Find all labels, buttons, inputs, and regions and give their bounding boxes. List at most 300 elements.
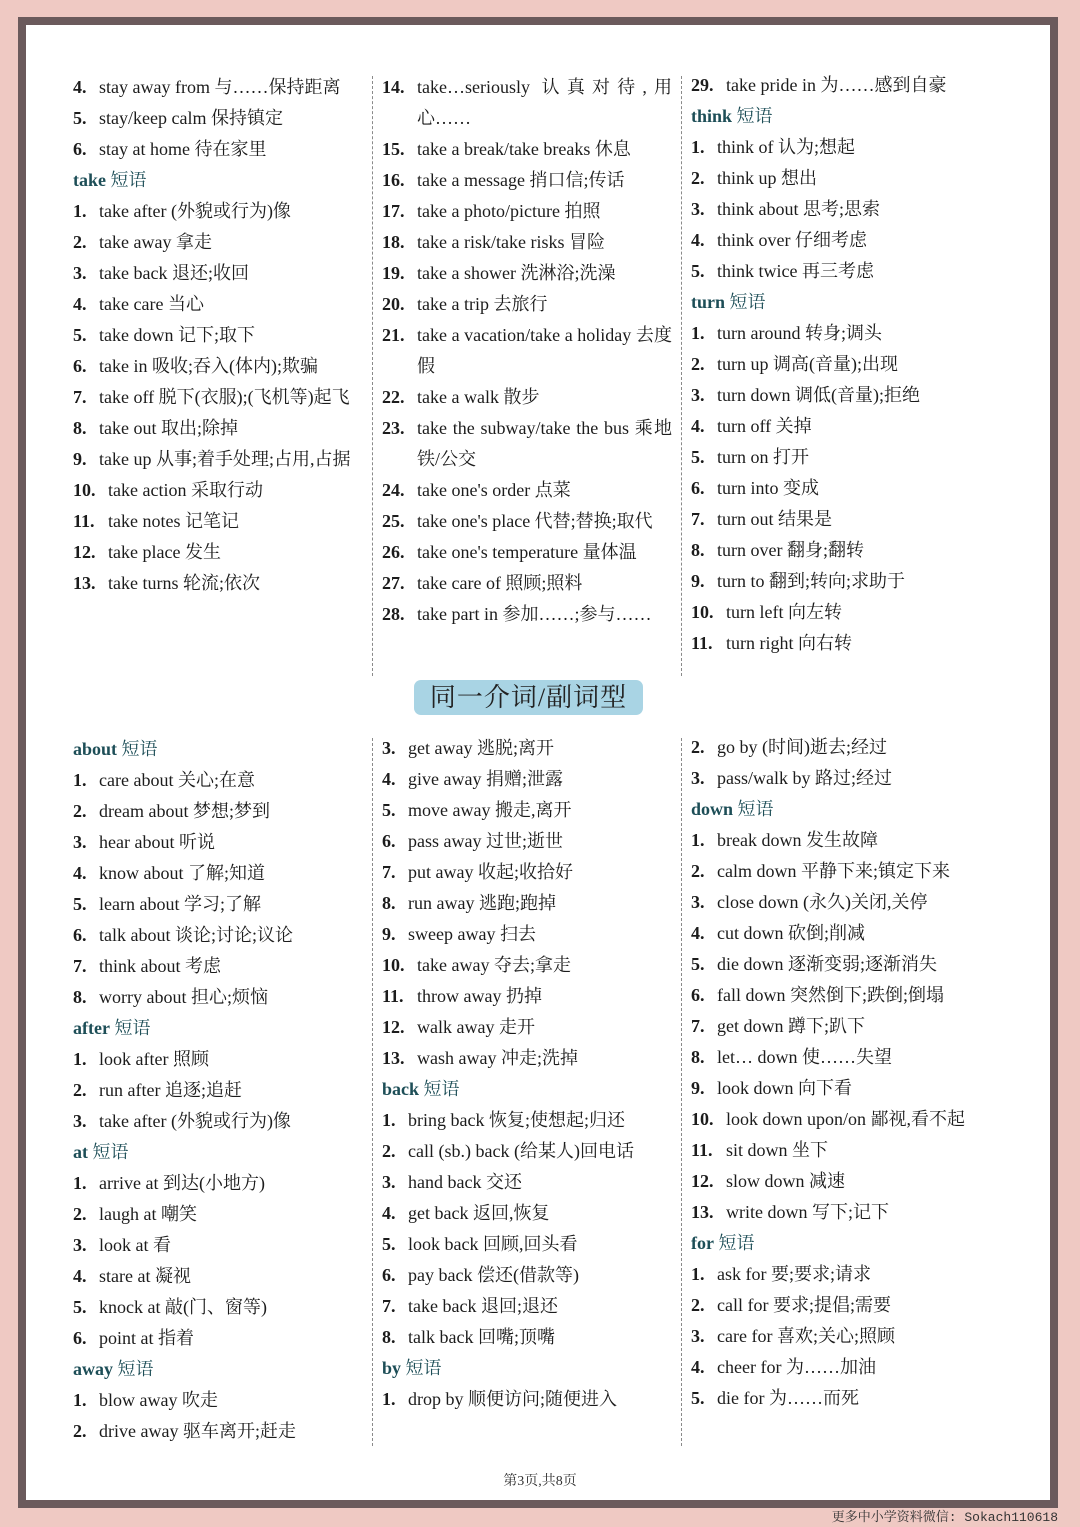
- column-divider: [681, 738, 682, 1446]
- phrase-text: sweep away 扫去: [408, 924, 536, 944]
- phrase-item: [382, 599, 672, 630]
- item-number: 1.: [73, 1049, 87, 1069]
- item-number: 4.: [691, 230, 705, 250]
- bottom-column-2: [382, 733, 672, 1415]
- group-keyword: down: [691, 799, 734, 819]
- group-heading-down: [691, 794, 991, 825]
- phrase-text: put away 收起;收拾好: [408, 862, 573, 882]
- group-label: 短语: [419, 1079, 460, 1099]
- phrase-item: [73, 796, 360, 827]
- item-number: 28.: [382, 604, 405, 624]
- phrase-item: [73, 475, 360, 506]
- item-number: 19.: [382, 263, 405, 283]
- top-column-2: [382, 72, 672, 630]
- phrase-item: [382, 1136, 672, 1167]
- phrase-item: [382, 413, 672, 475]
- phrase-text: turn up 调高(音量);出现: [717, 354, 898, 374]
- phrase-item: [73, 1292, 360, 1323]
- item-number: 6.: [382, 1265, 396, 1285]
- item-number: 8.: [73, 987, 87, 1007]
- phrase-text: take down 记下;取下: [99, 325, 255, 345]
- phrase-text: turn left 向左转: [726, 602, 842, 622]
- item-number: 7.: [382, 1296, 396, 1316]
- phrase-text: stay at home 待在家里: [99, 139, 267, 159]
- group-heading-think: [691, 101, 991, 132]
- phrase-text: drive away 驱车离开;赶走: [99, 1421, 296, 1441]
- phrase-item: [73, 1199, 360, 1230]
- item-number: 24.: [382, 480, 405, 500]
- phrase-item: [691, 1383, 991, 1414]
- phrase-item: [382, 857, 672, 888]
- item-number: 8.: [382, 1327, 396, 1347]
- item-number: 6.: [73, 139, 87, 159]
- phrase-text: take care 当心: [99, 294, 204, 314]
- phrase-item: [382, 1167, 672, 1198]
- phrase-text: learn about 学习;了解: [99, 894, 261, 914]
- item-number: 7.: [73, 387, 87, 407]
- phrase-item: [691, 825, 991, 856]
- phrase-item: [691, 1166, 991, 1197]
- item-number: 18.: [382, 232, 405, 252]
- phrase-item: [691, 380, 991, 411]
- phrase-text: drop by 顺便访问;随便进入: [408, 1389, 617, 1409]
- phrase-text: take away 夺去;拿走: [417, 955, 571, 975]
- item-number: 4.: [691, 1357, 705, 1377]
- phrase-item: [73, 951, 360, 982]
- group-label: 短语: [117, 739, 158, 759]
- phrase-item: [73, 196, 360, 227]
- item-number: 4.: [73, 294, 87, 314]
- section-banner: 同一介词/副词型: [414, 680, 643, 715]
- item-number: 4.: [691, 923, 705, 943]
- item-number: 10.: [73, 480, 96, 500]
- item-number: 1.: [691, 830, 705, 850]
- phrase-text: look at 看: [99, 1235, 171, 1255]
- phrase-item: [73, 289, 360, 320]
- phrase-item: [73, 1044, 360, 1075]
- phrase-item: [73, 537, 360, 568]
- item-number: 5.: [73, 108, 87, 128]
- phrase-item: [73, 1323, 360, 1354]
- item-number: 3.: [73, 263, 87, 283]
- phrase-text: hear about 听说: [99, 832, 215, 852]
- phrase-item: [691, 918, 991, 949]
- phrase-item: [382, 733, 672, 764]
- phrase-item: [382, 919, 672, 950]
- phrase-text: take one's place 代替;替换;取代: [417, 511, 653, 531]
- phrase-text: break down 发生故障: [717, 830, 878, 850]
- phrase-item: [382, 888, 672, 919]
- item-number: 5.: [73, 894, 87, 914]
- phrase-item: [382, 72, 672, 134]
- phrase-text: take off 脱下(衣服);(飞机等)起飞: [99, 387, 350, 407]
- group-keyword: take: [73, 170, 106, 190]
- phrase-text: take after (外貌或行为)像: [99, 1111, 291, 1131]
- phrase-item: [382, 568, 672, 599]
- phrase-text: think about 思考;思索: [717, 199, 880, 219]
- item-number: 11.: [73, 511, 95, 531]
- column-divider: [372, 76, 373, 676]
- phrase-item: [73, 982, 360, 1013]
- phrase-text: pay back 偿还(借款等): [408, 1265, 579, 1285]
- phrase-text: throw away 扔掉: [417, 986, 542, 1006]
- item-number: 6.: [73, 1328, 87, 1348]
- group-keyword: for: [691, 1233, 714, 1253]
- item-number: 1.: [73, 770, 87, 790]
- item-number: 4.: [382, 1203, 396, 1223]
- item-number: 1.: [691, 137, 705, 157]
- item-number: 2.: [73, 232, 87, 252]
- phrase-item: [73, 1106, 360, 1137]
- item-number: 10.: [691, 1109, 714, 1129]
- phrase-item: [73, 258, 360, 289]
- phrase-text: turn on 打开: [717, 447, 809, 467]
- phrase-text: turn out 结果是: [717, 509, 832, 529]
- phrase-item: [382, 227, 672, 258]
- phrase-item: [691, 411, 991, 442]
- group-keyword: back: [382, 1079, 420, 1099]
- item-number: 8.: [73, 418, 87, 438]
- phrase-text: care for 喜欢;关心;照顾: [717, 1326, 895, 1346]
- phrase-item: [691, 1352, 991, 1383]
- phrase-text: think up 想出: [717, 168, 818, 188]
- phrase-text: turn off 关掉: [717, 416, 812, 436]
- phrase-item: [691, 1197, 991, 1228]
- item-number: 13.: [73, 573, 96, 593]
- item-number: 1.: [73, 1390, 87, 1410]
- phrase-text: take out 取出;除掉: [99, 418, 238, 438]
- item-number: 11.: [691, 1140, 713, 1160]
- phrase-text: give away 捐赠;泄露: [408, 769, 563, 789]
- phrase-text: take place 发生: [108, 542, 221, 562]
- phrase-item: [382, 981, 672, 1012]
- item-number: 5.: [382, 800, 396, 820]
- item-number: 2.: [73, 801, 87, 821]
- group-heading-at: [73, 1137, 360, 1168]
- group-label: 短语: [401, 1358, 442, 1378]
- phrase-text: close down (永久)关闭,关停: [717, 892, 928, 912]
- phrase-text: walk away 走开: [417, 1017, 535, 1037]
- bottom-column-3: [691, 732, 991, 1414]
- phrase-text: think twice 再三考虑: [717, 261, 874, 281]
- item-number: 1.: [691, 1264, 705, 1284]
- phrase-item: [691, 1290, 991, 1321]
- item-number: 5.: [691, 261, 705, 281]
- phrase-item: [691, 535, 991, 566]
- group-heading-by: [382, 1353, 672, 1384]
- phrase-text: care about 关心;在意: [99, 770, 255, 790]
- phrase-item: [73, 413, 360, 444]
- group-label: 短语: [109, 1018, 151, 1038]
- item-number: 2.: [73, 1421, 87, 1441]
- phrase-item: [691, 442, 991, 473]
- phrase-item: [382, 537, 672, 568]
- phrase-text: take a trip 去旅行: [417, 294, 548, 314]
- item-number: 15.: [382, 139, 405, 159]
- phrase-text: turn into 变成: [717, 478, 819, 498]
- item-number: 11.: [691, 633, 713, 653]
- phrase-text: fall down 突然倒下;跌倒;倒塌: [717, 985, 944, 1005]
- item-number: 23.: [382, 418, 405, 438]
- item-number: 4.: [73, 863, 87, 883]
- phrase-item: [691, 163, 991, 194]
- item-number: 3.: [73, 832, 87, 852]
- item-number: 5.: [691, 447, 705, 467]
- item-number: 20.: [382, 294, 405, 314]
- item-number: 7.: [73, 956, 87, 976]
- phrase-text: look back 回顾,回头看: [408, 1234, 578, 1254]
- column-divider: [681, 76, 682, 676]
- phrase-text: take back 退还;收回: [99, 263, 249, 283]
- phrase-text: worry about 担心;烦恼: [99, 987, 268, 1007]
- phrase-item: [691, 980, 991, 1011]
- phrase-item: [382, 1105, 672, 1136]
- phrase-item: [691, 628, 991, 659]
- item-number: 2.: [691, 737, 705, 757]
- phrase-item: [382, 1012, 672, 1043]
- phrase-item: [73, 1261, 360, 1292]
- item-number: 6.: [73, 925, 87, 945]
- phrase-text: talk about 谈论;讨论;议论: [99, 925, 293, 945]
- phrase-text: take up 从事;着手处理;占用,占据: [99, 449, 351, 469]
- phrase-text: dream about 梦想;梦到: [99, 801, 270, 821]
- item-number: 3.: [73, 1111, 87, 1131]
- phrase-item: [73, 858, 360, 889]
- item-number: 7.: [691, 509, 705, 529]
- phrase-text: turn down 调低(音量);拒绝: [717, 385, 920, 405]
- phrase-text: pass away 过世;逝世: [408, 831, 563, 851]
- phrase-text: stare at 凝视: [99, 1266, 191, 1286]
- phrase-text: think over 仔细考虑: [717, 230, 867, 250]
- item-number: 22.: [382, 387, 405, 407]
- item-number: 3.: [691, 385, 705, 405]
- item-number: 6.: [691, 478, 705, 498]
- item-number: 4.: [73, 77, 87, 97]
- phrase-text: blow away 吹走: [99, 1390, 218, 1410]
- phrase-item: [382, 826, 672, 857]
- phrase-item: [691, 763, 991, 794]
- item-number: 2.: [691, 1295, 705, 1315]
- item-number: 3.: [691, 199, 705, 219]
- phrase-text: take away 拿走: [99, 232, 212, 252]
- item-number: 10.: [691, 602, 714, 622]
- item-number: 17.: [382, 201, 405, 221]
- phrase-text: die down 逐渐变弱;逐渐消失: [717, 954, 937, 974]
- phrase-text: laugh at 嘲笑: [99, 1204, 197, 1224]
- phrase-text: think of 认为;想起: [717, 137, 855, 157]
- phrase-item: [691, 1104, 991, 1135]
- item-number: 11.: [382, 986, 404, 1006]
- item-number: 4.: [73, 1266, 87, 1286]
- phrase-item: [382, 258, 672, 289]
- phrase-text: take action 采取行动: [108, 480, 263, 500]
- phrase-text: wash away 冲走;洗掉: [417, 1048, 578, 1068]
- phrase-text: look after 照顾: [99, 1049, 209, 1069]
- phrase-item: [691, 70, 991, 101]
- phrase-item: [691, 473, 991, 504]
- phrase-item: [691, 504, 991, 535]
- phrase-text: know about 了解;知道: [99, 863, 265, 883]
- item-number: 4.: [691, 416, 705, 436]
- phrase-item: [382, 764, 672, 795]
- phrase-text: turn to 翻到;转向;求助于: [717, 571, 905, 591]
- phrase-item: [73, 920, 360, 951]
- phrase-item: [691, 732, 991, 763]
- phrase-text: call for 要求;提倡;需要: [717, 1295, 891, 1315]
- phrase-text: slow down 减速: [726, 1171, 846, 1191]
- phrase-text: take a message 捎口信;传话: [417, 170, 625, 190]
- phrase-text: talk back 回嘴;顶嘴: [408, 1327, 555, 1347]
- phrase-text: move away 搬走,离开: [408, 800, 572, 820]
- item-number: 1.: [73, 201, 87, 221]
- phrase-text: take a shower 洗淋浴;洗澡: [417, 263, 616, 283]
- phrase-item: [691, 1042, 991, 1073]
- phrase-item: [73, 72, 360, 103]
- phrase-item: [382, 382, 672, 413]
- phrase-text: take the subway/take the bus 乘地铁/公交: [417, 418, 672, 469]
- group-label: 短语: [88, 1142, 129, 1162]
- item-number: 7.: [691, 1016, 705, 1036]
- phrase-item: [691, 597, 991, 628]
- group-heading-take: [73, 165, 360, 196]
- phrase-text: take a walk 散步: [417, 387, 540, 407]
- group-keyword: turn: [691, 292, 726, 312]
- phrase-item: [382, 475, 672, 506]
- phrase-item: [382, 1322, 672, 1353]
- item-number: 12.: [691, 1171, 714, 1191]
- phrase-text: run after 追逐;追赶: [99, 1080, 242, 1100]
- phrase-text: get down 蹲下;趴下: [717, 1016, 865, 1036]
- phrase-text: arrive at 到达(小地方): [99, 1173, 265, 1193]
- phrase-item: [73, 103, 360, 134]
- phrase-text: pass/walk by 路过;经过: [717, 768, 892, 788]
- item-number: 9.: [691, 571, 705, 591]
- phrase-text: take a vacation/take a holiday 去度假: [417, 325, 672, 376]
- phrase-text: stay away from 与……保持距离: [99, 77, 341, 97]
- phrase-text: hand back 交还: [408, 1172, 522, 1192]
- top-column-1: [73, 72, 360, 599]
- item-number: 26.: [382, 542, 405, 562]
- phrase-item: [691, 1011, 991, 1042]
- item-number: 3.: [691, 768, 705, 788]
- group-label: 短语: [725, 292, 766, 312]
- phrase-item: [73, 227, 360, 258]
- phrase-text: ask for 要;要求;请求: [717, 1264, 871, 1284]
- phrase-text: take a photo/picture 拍照: [417, 201, 601, 221]
- phrase-text: knock at 敲(门、窗等): [99, 1297, 267, 1317]
- group-keyword: by: [382, 1358, 402, 1378]
- item-number: 3.: [382, 1172, 396, 1192]
- phrase-item: [691, 566, 991, 597]
- item-number: 5.: [691, 1388, 705, 1408]
- item-number: 3.: [73, 1235, 87, 1255]
- phrase-text: think about 考虑: [99, 956, 221, 976]
- phrase-item: [73, 765, 360, 796]
- phrase-item: [382, 165, 672, 196]
- phrase-text: bring back 恢复;使想起;归还: [408, 1110, 625, 1130]
- item-number: 14.: [382, 77, 405, 97]
- item-number: 2.: [691, 354, 705, 374]
- group-heading-about: [73, 734, 360, 765]
- phrase-item: [382, 795, 672, 826]
- phrase-item: [73, 134, 360, 165]
- item-number: 9.: [691, 1078, 705, 1098]
- group-keyword: away: [73, 1359, 113, 1379]
- phrase-item: [73, 320, 360, 351]
- phrase-text: stay/keep calm 保持镇定: [99, 108, 283, 128]
- phrase-item: [691, 1073, 991, 1104]
- phrase-text: run away 逃跑;跑掉: [408, 893, 556, 913]
- phrase-item: [73, 889, 360, 920]
- phrase-item: [73, 506, 360, 537]
- phrase-item: [73, 1230, 360, 1261]
- phrase-text: cut down 砍倒;削减: [717, 923, 865, 943]
- phrase-item: [691, 349, 991, 380]
- phrase-text: turn over 翻身;翻转: [717, 540, 864, 560]
- phrase-item: [73, 1075, 360, 1106]
- phrase-item: [382, 134, 672, 165]
- phrase-item: [382, 1260, 672, 1291]
- item-number: 21.: [382, 325, 405, 345]
- phrase-item: [73, 1168, 360, 1199]
- group-heading-turn: [691, 287, 991, 318]
- group-heading-back: [382, 1074, 672, 1105]
- item-number: 12.: [382, 1017, 405, 1037]
- phrase-item: [691, 256, 991, 287]
- phrase-text: take one's order 点菜: [417, 480, 571, 500]
- group-keyword: after: [73, 1018, 110, 1038]
- item-number: 6.: [73, 356, 87, 376]
- item-number: 27.: [382, 573, 405, 593]
- item-number: 2.: [73, 1204, 87, 1224]
- phrase-item: [691, 318, 991, 349]
- item-number: 8.: [691, 540, 705, 560]
- phrase-item: [382, 320, 672, 382]
- item-number: 8.: [382, 893, 396, 913]
- item-number: 3.: [691, 1326, 705, 1346]
- group-heading-away: [73, 1354, 360, 1385]
- phrase-item: [382, 1198, 672, 1229]
- page-number: 第3页,共8页: [503, 1474, 577, 1489]
- item-number: 25.: [382, 511, 405, 531]
- group-label: 短语: [713, 1233, 755, 1253]
- phrase-item: [691, 949, 991, 980]
- phrase-text: take one's temperature 量体温: [417, 542, 637, 562]
- watermark-text: 更多中小学资料微信: Sokach110618: [831, 1510, 1058, 1525]
- phrase-text: take…seriously 认真对待,用心……: [417, 77, 672, 128]
- item-number: 16.: [382, 170, 405, 190]
- item-number: 5.: [73, 1297, 87, 1317]
- group-label: 短语: [732, 106, 773, 126]
- phrase-item: [382, 196, 672, 227]
- item-number: 13.: [691, 1202, 714, 1222]
- phrase-text: let… down 使……失望: [717, 1047, 892, 1067]
- item-number: 9.: [73, 449, 87, 469]
- item-number: 5.: [691, 954, 705, 974]
- phrase-item: [382, 1291, 672, 1322]
- phrase-text: write down 写下;记下: [726, 1202, 889, 1222]
- phrase-item: [691, 887, 991, 918]
- phrase-item: [691, 856, 991, 887]
- phrase-text: turn right 向右转: [726, 633, 852, 653]
- phrase-item: [691, 1321, 991, 1352]
- column-divider: [372, 738, 373, 1446]
- bottom-column-1: [73, 734, 360, 1447]
- group-keyword: at: [73, 1142, 88, 1162]
- phrase-text: call (sb.) back (给某人)回电话: [408, 1141, 634, 1161]
- phrase-text: take turns 轮流;依次: [108, 573, 260, 593]
- item-number: 3.: [382, 738, 396, 758]
